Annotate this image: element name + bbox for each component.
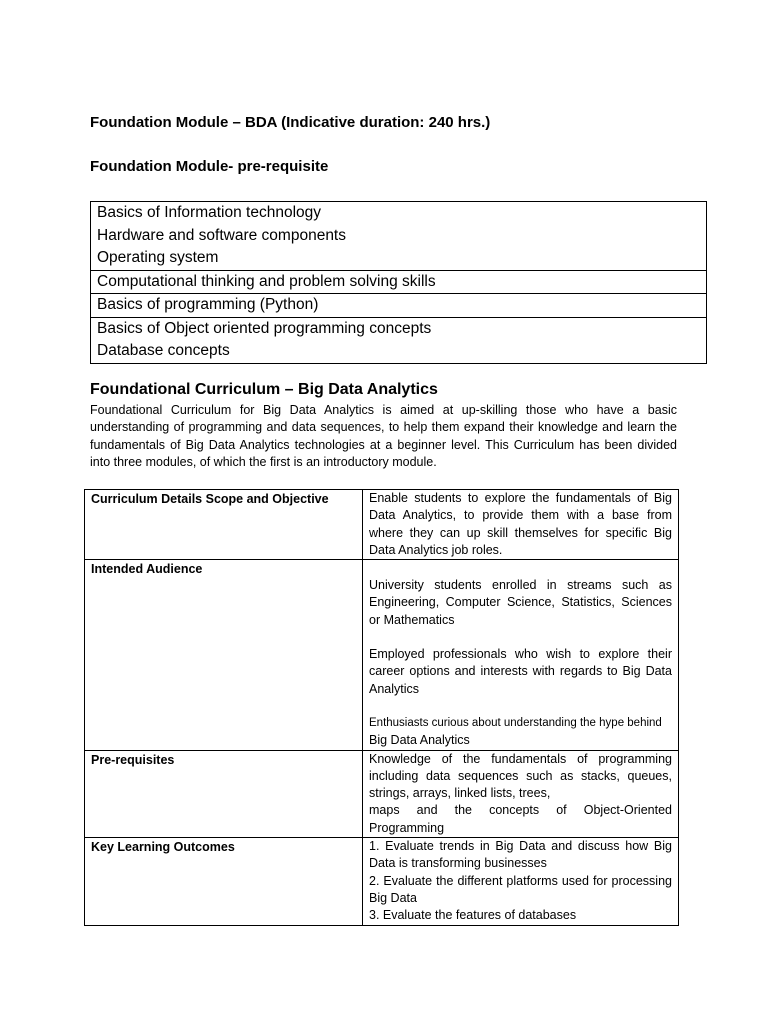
audience-item-continued: Big Data Analytics	[369, 733, 470, 748]
prerequisite-title: Foundation Module- pre-requisite	[90, 158, 329, 175]
prereq-text: Knowledge of the fundamentals of programming including data sequences such as stacks, queues, strings, arrays, linked lists, trees,	[369, 751, 672, 801]
prerequisite-cell	[91, 202, 707, 271]
audience-item: University students enrolled in streams such as Engineering, Computer Science, Statistics, Sciences or Mathematics	[369, 578, 672, 627]
curriculum-details-table	[84, 489, 679, 926]
row-label: Curriculum Details Scope and Objective	[85, 490, 363, 560]
prerequisite-item: Computational thinking and problem solving skills	[97, 272, 436, 290]
prerequisite-cell	[91, 317, 707, 363]
table-row	[85, 490, 679, 560]
prerequisite-item: Basics of programming (Python)	[97, 296, 319, 313]
prereq-text: maps and the concepts of Object-Oriented Programming	[369, 803, 672, 835]
audience-item: Employed professionals who wish to explore their career options and interests with regards to Big Data Analytics	[369, 647, 672, 696]
audience-item: Enthusiasts curious about understanding the hype behind	[369, 716, 662, 729]
row-label: Key Learning Outcomes	[85, 838, 363, 925]
row-value	[363, 490, 679, 560]
row-label: Intended Audience	[85, 560, 363, 750]
scope-text: Enable students to explore the fundamentals of Big Data Analytics, to provide them with a base from where they can up skill themselves for specific Big Data Analytics job roles.	[369, 491, 672, 557]
module-title: Foundation Module – BDA (Indicative duration: 240 hrs.)	[90, 114, 491, 131]
table-row	[85, 838, 679, 925]
prerequisite-item: Basics of Object oriented programming concepts	[97, 319, 432, 337]
table-row	[85, 750, 679, 837]
row-value	[363, 750, 679, 837]
prerequisite-cell	[91, 270, 707, 294]
prerequisite-row	[91, 270, 707, 294]
prerequisite-row	[91, 317, 707, 363]
row-value	[363, 838, 679, 925]
prerequisite-table	[90, 201, 707, 364]
prerequisite-item: Database concepts	[97, 342, 230, 359]
row-label: Pre-requisites	[85, 750, 363, 837]
intro-paragraph: Foundational Curriculum for Big Data Analytics is aimed at up-skilling those who have a basic understanding of programming and data sequences, to help them expand their knowledge and learn the fundamentals of Big Data Analytics technologies at a beginner level. This Curriculum has been divided into three modules, of which the first is an introductory module.	[90, 403, 677, 469]
prerequisite-row	[91, 294, 707, 318]
curriculum-title: Foundational Curriculum – Big Data Analytics	[90, 381, 438, 398]
row-value	[363, 560, 679, 750]
outcome-item: 1. Evaluate trends in Big Data and discuss how Big Data is transforming businesses	[369, 839, 672, 871]
table-row	[85, 560, 679, 750]
outcome-item: 2. Evaluate the different platforms used for processing Big Data	[369, 873, 672, 905]
prerequisite-cell	[91, 294, 707, 318]
prerequisite-item: Basics of Information technology	[97, 204, 322, 221]
prerequisite-row	[91, 202, 707, 271]
prerequisite-item: Hardware and software components	[97, 226, 346, 244]
prerequisite-item: Operating system	[97, 249, 219, 266]
outcome-item: 3. Evaluate the features of databases	[369, 908, 577, 923]
